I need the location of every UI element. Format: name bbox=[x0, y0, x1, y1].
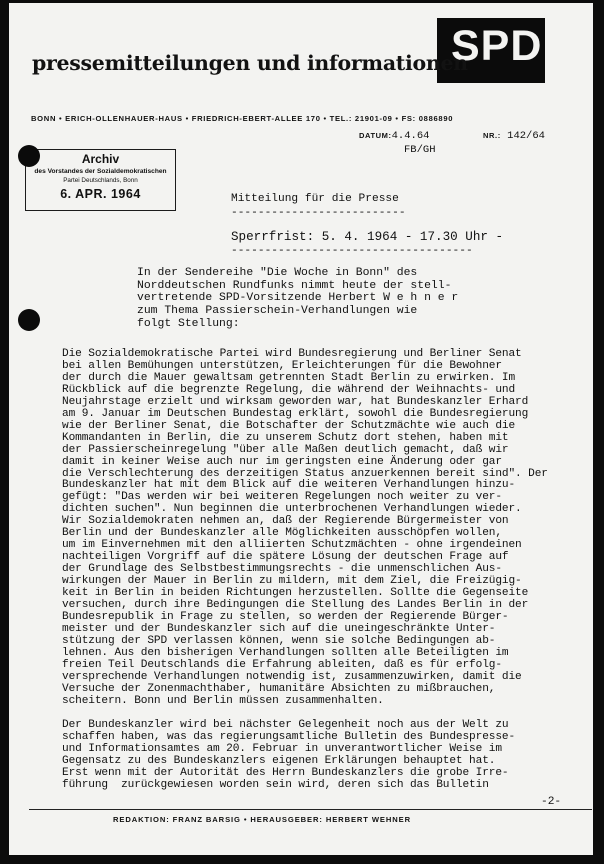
body-paragraph-2: Der Bundeskanzler wird bei nächster Gelegenheit noch aus der Welt zu schaffen haben, was das regierungsamtliche Bulletin des Bundespresse- und Informationsamtes am 20. Februar in unverantwortlicher Weise im Gegensatz zu des Bundeskanzlers eigenen Erklärungen behauptet hat. Erst wenn mit der Autorität des Herrn Bundeskanzlers die grobe Irre- führung zurückgewiesen worden sein wird, deren sich das Bulletin bbox=[62, 719, 516, 791]
letterhead-title: pressemitteilungen und informationen bbox=[32, 51, 468, 75]
heading-underline: -------------------------- bbox=[231, 207, 406, 219]
intro-paragraph: In der Sendereihe "Die Woche in Bonn" des Norddeutschen Rundfunks nimmt heute der stell- vertretende SPD-Vorsitzende Herbert W e h n e r zum Thema Passierschein-Verhandlungen wie folgt Stellung: bbox=[137, 267, 459, 330]
number-value: 142/64 bbox=[507, 130, 545, 142]
stamp-line-3: Partei Deutschlands, Bonn bbox=[63, 177, 138, 184]
number-field bbox=[483, 130, 545, 142]
stamp-date: 6. APR. 1964 bbox=[60, 187, 141, 201]
spd-logo: SPD bbox=[451, 22, 543, 70]
date-value: 4.4.64 bbox=[391, 130, 430, 142]
footer-credits: REDAKTION: FRANZ BARSIG • HERAUSGEBER: HERBERT WEHNER bbox=[113, 815, 412, 824]
stamp-line-2: des Vorstandes der Sozialdemokratischen bbox=[34, 168, 167, 175]
embargo-line: Sperrfrist: 5. 4. 1964 - 17.30 Uhr - bbox=[231, 230, 504, 244]
page-continuation-marker: -2- bbox=[541, 796, 562, 808]
embargo-underline: ------------------------------------ bbox=[231, 245, 473, 257]
punch-hole-bottom bbox=[18, 309, 40, 331]
stamp-title: Archiv bbox=[81, 152, 120, 166]
letterhead-address: BONN • ERICH-OLLENHAUER-HAUS • FRIEDRICH-EBERT-ALLEE 170 • TEL.: 21901-09 • FS: 0886890 bbox=[31, 114, 454, 123]
number-label: NR.: bbox=[483, 131, 501, 140]
reference-initials: FB/GH bbox=[404, 144, 436, 156]
date-label: DATUM: bbox=[359, 131, 392, 140]
press-notice-heading: Mitteilung für die Presse bbox=[231, 193, 399, 205]
body-paragraph-1: Die Sozialdemokratische Partei wird Bundesregierung und Berliner Senat bei allen Bemühungen unterstützen, Erleichterungen für die Bewohner der durch die Mauer gewaltsam getrennten Stadt Berlin zu erwirken. Im Rückblick auf die begrenzte Regelung, die während der Weihnachts- und Neujahrstage erzielt und wirksam geworden war, hat Bundeskanzler Erhard am 9. Januar im Deutschen Bundestag erklärt, sowohl die Bundesregierung wie der Berliner Senat, die Botschafter der Schutzmächte wie auch die Kommandanten in Berlin, die zu unserem Schutz dort stehen, haben mit der Passierscheinregelung "über alle Maßen deutlich gemacht, daß wir damit in keiner Weise auch nur im geringsten eine Änderung oder gar die Verschlechterung des derzeitigen Status anzuerkennen bereit sind". Der Bundeskanzler hat mit dem Blick auf die weiteren Verhandlungen hinzu- gefügt: "Das werden wir bei weiteren Regelungen noch weiter zu ver- dichten suchen". Nun beginnen die unterbrochenen Verhandlungen wieder. Wir Sozialdemokraten nehmen an, daß der Regierende Bürgermeister von Berlin und der Bundeskanzler alle Möglichkeiten ausschöpfen wollen, um im Einvernehmen mit den alliierten Schutzmächten - ohne irgendeinen nachteiligen Vorgriff auf die spätere Lösung der deutschen Frage auf der Grundlage des Selbstbestimmungsrechts - die unmenschlichen Aus- wirkungen der Mauer in Berlin zu mildern, mit dem Ziel, die Freizügig- keit in Berlin in beiden Richtungen herzustellen. Sollte die Gegenseite versuchen, durch ihre Bedingungen die Stellung des Landes Berlin in der Bundesrepublik in Frage zu stellen, so werden der Regierende Bürger- meister und der Bundeskanzler sich auf die uneingeschränkte Unter- stützung der SPD verlassen können, wenn sie solche Bedingungen ab- lehnen. Aus den bisherigen Verhandlungen sollten alle Beteiligten im freien Teil Deutschlands die Erfahrung ableiten, daß es für erfolg- versprechende Verhandlungen notwendig ist, zusammenzuwirken, damit die Versuche der Zonenmachthaber, humanitäre Absichten zu mißbrauchen, scheitern. Bonn und Berlin müssen zusammenhalten. bbox=[62, 348, 548, 707]
archive-stamp bbox=[25, 149, 176, 211]
footer-divider bbox=[29, 809, 592, 810]
press-release-page bbox=[9, 3, 593, 855]
punch-hole-top bbox=[18, 145, 40, 167]
date-number-row bbox=[359, 130, 545, 142]
